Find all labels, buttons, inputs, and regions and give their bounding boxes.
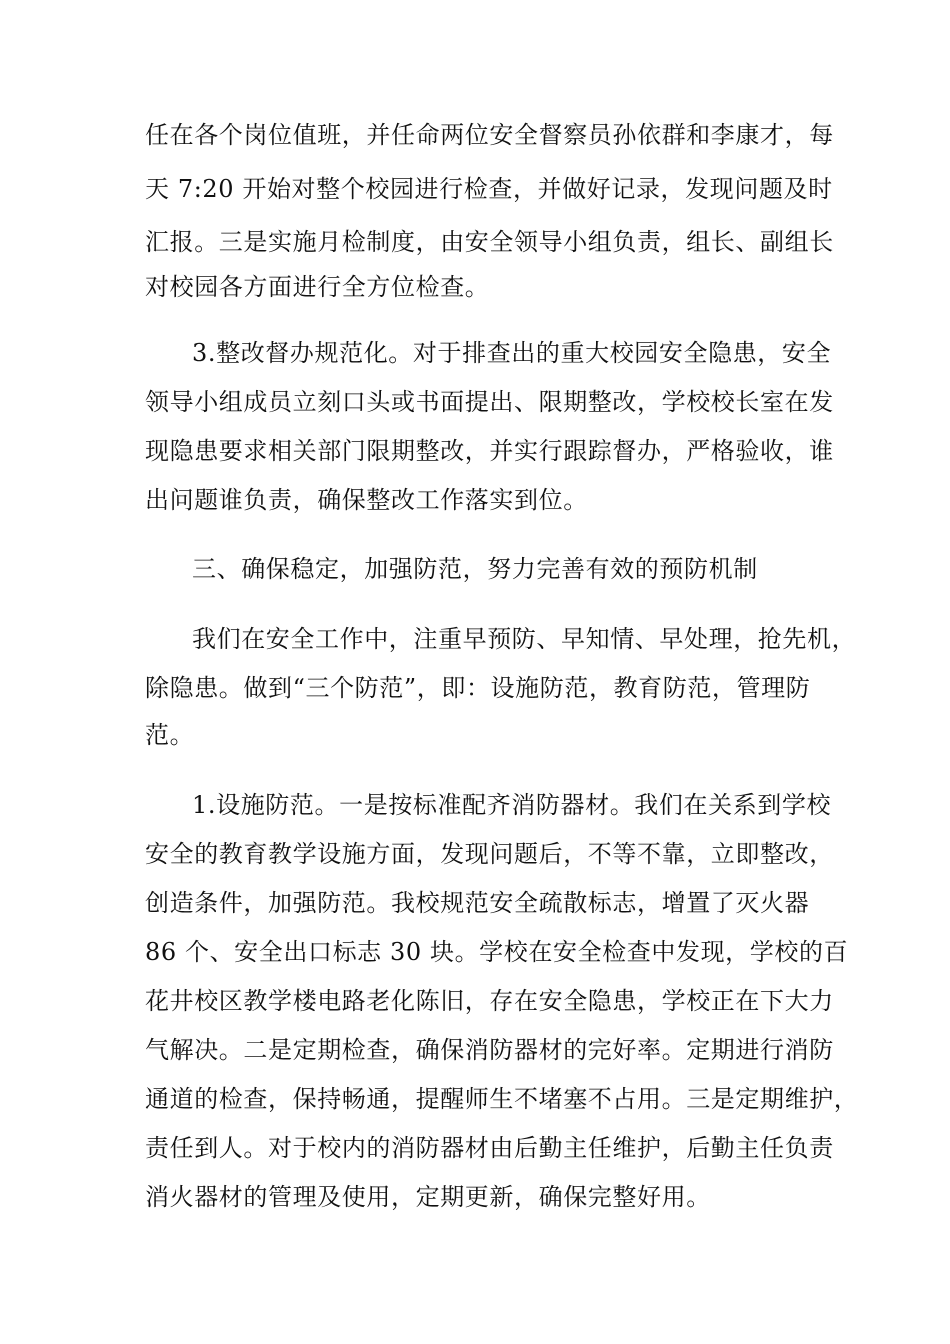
text-line: 1.设施防范。一是按标准配齐消防器材。我们在关系到学校	[192, 791, 832, 819]
text-line: 责任到人。对于校内的消防器材由后勤主任维护，后勤主任负责	[145, 1134, 834, 1162]
text-line: 通道的检查，保持畅通，提醒师生不堵塞不占用。三是定期维护，	[145, 1085, 859, 1113]
text-line: 汇报。三是实施月检制度，由安全领导小组负责，组长、副组长	[145, 228, 834, 256]
text-line: 领导小组成员立刻口头或书面提出、限期整改，学校校长室在发	[145, 388, 834, 416]
section-heading: 三、确保稳定，加强防范，努力完善有效的预防机制	[192, 555, 758, 583]
text-line: 范。	[145, 721, 195, 749]
text-line: 86 个、安全出口标志 30 块。学校在安全检查中发现，学校的百	[145, 938, 849, 966]
text-line: 对校园各方面进行全方位检查。	[145, 273, 490, 301]
text-line: 花井校区教学楼电路老化陈旧，存在安全隐患，学校正在下大力	[145, 987, 834, 1015]
text-line: 我们在安全工作中，注重早预防、早知情、早处理，抢先机，	[192, 625, 857, 653]
text-line: 消火器材的管理及使用，定期更新，确保完整好用。	[145, 1183, 711, 1211]
text-line: 天 7:20 开始对整个校园进行检查，并做好记录，发现问题及时	[145, 175, 833, 203]
text-line: 出问题谁负责，确保整改工作落实到位。	[145, 486, 588, 514]
text-line: 3.整改督办规范化。对于排查出的重大校园安全隐患，安全	[192, 339, 832, 367]
text-line: 气解决。二是定期检查，确保消防器材的完好率。定期进行消防	[145, 1036, 834, 1064]
text-line: 任在各个岗位值班，并任命两位安全督察员孙依群和李康才，每	[145, 121, 834, 149]
text-line: 现隐患要求相关部门限期整改，并实行跟踪督办，严格验收，谁	[145, 437, 834, 465]
text-line: 创造条件，加强防范。我校规范安全疏散标志，增置了灭火器	[145, 889, 810, 917]
text-line: 除隐患。做到“三个防范”，即：设施防范，教育防范，管理防	[145, 674, 811, 702]
text-line: 安全的教育教学设施方面，发现问题后，不等不靠，立即整改，	[145, 840, 834, 868]
